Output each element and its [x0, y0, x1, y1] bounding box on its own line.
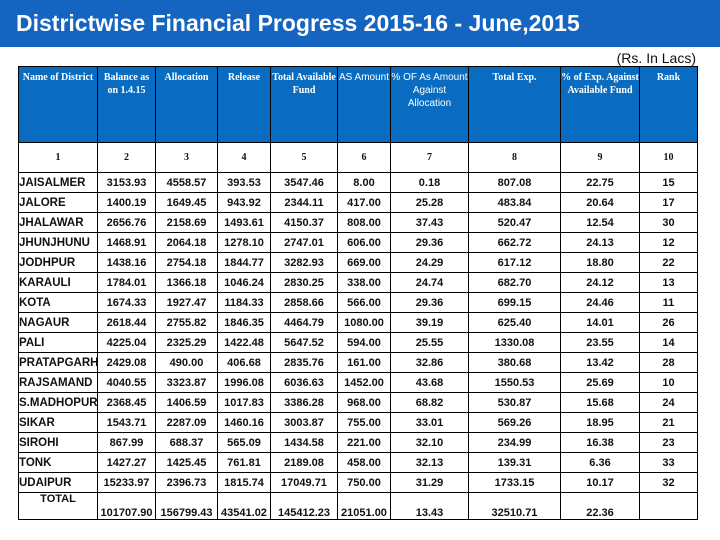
cell: 32: [640, 473, 698, 493]
cell: 6: [338, 143, 391, 173]
cell: 1278.10: [218, 233, 271, 253]
cell: 25.69: [561, 373, 640, 393]
cell: 13.42: [561, 353, 640, 373]
cell: 807.08: [469, 173, 561, 193]
cell: 662.72: [469, 233, 561, 253]
table-row: [19, 273, 698, 293]
cell: 43.68: [391, 373, 469, 393]
cell: 943.92: [218, 193, 271, 213]
cell: 15233.97: [98, 473, 156, 493]
table-row: [19, 173, 698, 193]
cell: 393.53: [218, 173, 271, 193]
cell: 1438.16: [98, 253, 156, 273]
table-row: [19, 193, 698, 213]
cell: 10.17: [561, 473, 640, 493]
cell: 1927.47: [156, 293, 218, 313]
table-row: [19, 333, 698, 353]
cell: 617.12: [469, 253, 561, 273]
cell: 2344.11: [271, 193, 338, 213]
cell: 594.00: [338, 333, 391, 353]
cell: 2158.69: [156, 213, 218, 233]
cell: 18.95: [561, 413, 640, 433]
cell: 43541.02: [218, 493, 271, 520]
cell: 10: [640, 143, 698, 173]
district-name: PRATAPGARH: [19, 353, 98, 373]
cell: 2830.25: [271, 273, 338, 293]
cell: 4150.37: [271, 213, 338, 233]
table-row: [19, 393, 698, 413]
cell: 24.13: [561, 233, 640, 253]
cell: 37.43: [391, 213, 469, 233]
cell: 606.00: [338, 233, 391, 253]
cell: 5: [271, 143, 338, 173]
cell: 33: [640, 453, 698, 473]
cell: 22.75: [561, 173, 640, 193]
table-row: [19, 373, 698, 393]
column-header: AS Amount: [338, 67, 391, 143]
cell: 4040.55: [98, 373, 156, 393]
cell: 11: [640, 293, 698, 313]
cell: 682.70: [469, 273, 561, 293]
district-name: KARAULI: [19, 273, 98, 293]
cell: 21051.00: [338, 493, 391, 520]
cell: 1543.71: [98, 413, 156, 433]
cell: 17049.71: [271, 473, 338, 493]
cell: 3547.46: [271, 173, 338, 193]
cell: 25.28: [391, 193, 469, 213]
cell: 1996.08: [218, 373, 271, 393]
cell: 5647.52: [271, 333, 338, 353]
cell: 2429.08: [98, 353, 156, 373]
district-name: SIKAR: [19, 413, 98, 433]
cell: 1815.74: [218, 473, 271, 493]
cell: 3282.93: [271, 253, 338, 273]
cell: 1674.33: [98, 293, 156, 313]
table-row: [19, 233, 698, 253]
district-name: TONK: [19, 453, 98, 473]
column-header: Total Exp.: [469, 67, 561, 143]
cell: 25.55: [391, 333, 469, 353]
cell: 2325.29: [156, 333, 218, 353]
cell: 32.10: [391, 433, 469, 453]
cell: 2747.01: [271, 233, 338, 253]
cell: 1493.61: [218, 213, 271, 233]
cell: 569.26: [469, 413, 561, 433]
district-name: JALORE: [19, 193, 98, 213]
table-row: [19, 473, 698, 493]
cell: 234.99: [469, 433, 561, 453]
cell: 161.00: [338, 353, 391, 373]
cell: 23: [640, 433, 698, 453]
district-name: RAJSAMAND: [19, 373, 98, 393]
cell: 9: [561, 143, 640, 173]
cell: 22.36: [561, 493, 640, 520]
cell: 16.38: [561, 433, 640, 453]
cell: 2618.44: [98, 313, 156, 333]
cell: 221.00: [338, 433, 391, 453]
cell: [640, 493, 698, 520]
column-header: % OF As Amount Against Allocation: [391, 67, 469, 143]
cell: 565.09: [218, 433, 271, 453]
cell: 14.01: [561, 313, 640, 333]
cell: 17: [640, 193, 698, 213]
cell: 24: [640, 393, 698, 413]
cell: 669.00: [338, 253, 391, 273]
cell: 2189.08: [271, 453, 338, 473]
cell: 4558.57: [156, 173, 218, 193]
cell: 24.74: [391, 273, 469, 293]
cell: 30: [640, 213, 698, 233]
cell: 380.68: [469, 353, 561, 373]
cell: 24.46: [561, 293, 640, 313]
table-row: [19, 313, 698, 333]
cell: 32.13: [391, 453, 469, 473]
table-row: [19, 353, 698, 373]
cell: 1733.15: [469, 473, 561, 493]
column-header: Allocation: [156, 67, 218, 143]
cell: 625.40: [469, 313, 561, 333]
page-title: Districtwise Financial Progress 2015-16 - June,2015: [0, 0, 720, 47]
district-name: SIROHI: [19, 433, 98, 453]
cell: 755.00: [338, 413, 391, 433]
cell: 29.36: [391, 293, 469, 313]
column-header: Total Available Fund: [271, 67, 338, 143]
district-progress-table: [18, 66, 698, 520]
cell: 520.47: [469, 213, 561, 233]
cell: 21: [640, 413, 698, 433]
cell: 1046.24: [218, 273, 271, 293]
district-name: 1: [19, 143, 98, 173]
cell: 1784.01: [98, 273, 156, 293]
cell: 1468.91: [98, 233, 156, 253]
cell: 1017.83: [218, 393, 271, 413]
column-header: Balance as on 1.4.15: [98, 67, 156, 143]
cell: 968.00: [338, 393, 391, 413]
district-name: JAISALMER: [19, 173, 98, 193]
cell: 2754.18: [156, 253, 218, 273]
cell: 1434.58: [271, 433, 338, 453]
cell: 688.37: [156, 433, 218, 453]
district-name: JHUNJHUNU: [19, 233, 98, 253]
table-row: [19, 413, 698, 433]
cell: 15.68: [561, 393, 640, 413]
cell: 1080.00: [338, 313, 391, 333]
cell: 406.68: [218, 353, 271, 373]
column-number-row: [19, 143, 698, 173]
cell: 1184.33: [218, 293, 271, 313]
cell: 12.54: [561, 213, 640, 233]
cell: 3386.28: [271, 393, 338, 413]
units-label: (Rs. In Lacs): [616, 50, 696, 66]
cell: 417.00: [338, 193, 391, 213]
cell: 2: [98, 143, 156, 173]
district-name: UDAIPUR: [19, 473, 98, 493]
cell: 8.00: [338, 173, 391, 193]
district-name: JHALAWAR: [19, 213, 98, 233]
cell: 139.31: [469, 453, 561, 473]
cell: 338.00: [338, 273, 391, 293]
cell: 1452.00: [338, 373, 391, 393]
cell: 566.00: [338, 293, 391, 313]
cell: 32510.71: [469, 493, 561, 520]
cell: 26: [640, 313, 698, 333]
cell: 2368.45: [98, 393, 156, 413]
table-row: [19, 293, 698, 313]
cell: 1422.48: [218, 333, 271, 353]
district-name: S.MADHOPUR: [19, 393, 98, 413]
table-row: [19, 253, 698, 273]
cell: 10: [640, 373, 698, 393]
cell: 4464.79: [271, 313, 338, 333]
cell: 29.36: [391, 233, 469, 253]
total-row: [19, 493, 698, 520]
cell: 22: [640, 253, 698, 273]
table-row: [19, 433, 698, 453]
cell: 31.29: [391, 473, 469, 493]
cell: 13: [640, 273, 698, 293]
cell: 28: [640, 353, 698, 373]
cell: 8: [469, 143, 561, 173]
cell: 32.86: [391, 353, 469, 373]
cell: 483.84: [469, 193, 561, 213]
cell: 23.55: [561, 333, 640, 353]
cell: 2858.66: [271, 293, 338, 313]
cell: 761.81: [218, 453, 271, 473]
cell: 1406.59: [156, 393, 218, 413]
cell: 24.12: [561, 273, 640, 293]
cell: 3323.87: [156, 373, 218, 393]
cell: 1400.19: [98, 193, 156, 213]
table-row: [19, 453, 698, 473]
cell: 1649.45: [156, 193, 218, 213]
cell: 12: [640, 233, 698, 253]
cell: 808.00: [338, 213, 391, 233]
cell: 6.36: [561, 453, 640, 473]
cell: 4: [218, 143, 271, 173]
cell: 750.00: [338, 473, 391, 493]
cell: 0.18: [391, 173, 469, 193]
cell: 7: [391, 143, 469, 173]
cell: 4225.04: [98, 333, 156, 353]
cell: 1366.18: [156, 273, 218, 293]
cell: 2835.76: [271, 353, 338, 373]
column-header: Rank: [640, 67, 698, 143]
cell: 1846.35: [218, 313, 271, 333]
cell: 490.00: [156, 353, 218, 373]
column-header: Release: [218, 67, 271, 143]
cell: 867.99: [98, 433, 156, 453]
cell: 145412.23: [271, 493, 338, 520]
cell: 2656.76: [98, 213, 156, 233]
cell: 458.00: [338, 453, 391, 473]
cell: 156799.43: [156, 493, 218, 520]
cell: 1330.08: [469, 333, 561, 353]
district-name: KOTA: [19, 293, 98, 313]
table-row: [19, 213, 698, 233]
cell: 33.01: [391, 413, 469, 433]
cell: 13.43: [391, 493, 469, 520]
cell: 39.19: [391, 313, 469, 333]
cell: 2064.18: [156, 233, 218, 253]
cell: 24.29: [391, 253, 469, 273]
cell: 101707.90: [98, 493, 156, 520]
cell: 14: [640, 333, 698, 353]
cell: 68.82: [391, 393, 469, 413]
cell: 699.15: [469, 293, 561, 313]
district-name: JODHPUR: [19, 253, 98, 273]
column-header: % of Exp. Against Available Fund: [561, 67, 640, 143]
cell: 15: [640, 173, 698, 193]
column-header: Name of District: [19, 67, 98, 143]
cell: 20.64: [561, 193, 640, 213]
district-name: TOTAL: [19, 493, 98, 520]
district-name: NAGAUR: [19, 313, 98, 333]
cell: 530.87: [469, 393, 561, 413]
cell: 1427.27: [98, 453, 156, 473]
cell: 2287.09: [156, 413, 218, 433]
cell: 6036.63: [271, 373, 338, 393]
cell: 1460.16: [218, 413, 271, 433]
cell: 1425.45: [156, 453, 218, 473]
cell: 3153.93: [98, 173, 156, 193]
cell: 3003.87: [271, 413, 338, 433]
cell: 2396.73: [156, 473, 218, 493]
cell: 1844.77: [218, 253, 271, 273]
cell: 18.80: [561, 253, 640, 273]
cell: 3: [156, 143, 218, 173]
cell: 2755.82: [156, 313, 218, 333]
cell: 1550.53: [469, 373, 561, 393]
district-name: PALI: [19, 333, 98, 353]
